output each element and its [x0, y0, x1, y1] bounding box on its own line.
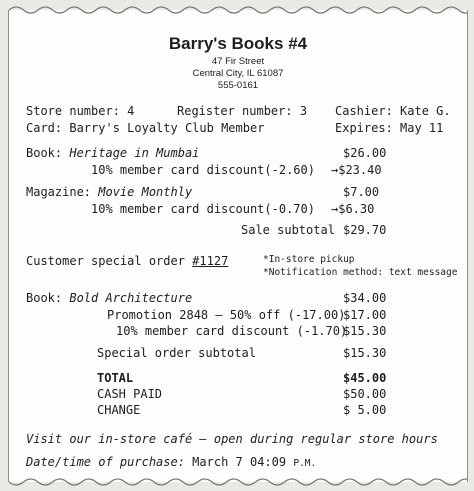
cash-paid-value: $50.00 — [343, 387, 387, 401]
item-discounted-price: →$23.40 — [331, 163, 382, 177]
total-value: $45.00 — [343, 371, 387, 385]
item-title: Heritage in Mumbai — [69, 146, 200, 160]
change-value: $ 5.00 — [343, 403, 387, 417]
special-order-subtotal-value: $15.30 — [343, 346, 387, 360]
cash-paid-label: CASH PAID — [97, 387, 163, 401]
purchase-datetime — [26, 455, 316, 470]
store-number: Store number: 4 — [26, 104, 135, 118]
item-price: $26.00 — [343, 146, 387, 160]
store-name: Barry's Books #4 — [168, 34, 308, 53]
cashier: Cashier: Kate G. — [335, 104, 451, 118]
special-order-price: $34.00 — [343, 291, 387, 305]
change-label: CHANGE — [97, 403, 141, 417]
receipt — [8, 10, 468, 482]
receipt-top-edge — [9, 4, 467, 16]
item-type: Book: — [26, 291, 70, 305]
item-discount: 10% member card discount(-2.60) — [91, 163, 315, 177]
item-title: Movie Monthly — [98, 185, 193, 199]
notification-note: *Notification method: text message — [263, 267, 458, 278]
register-number: Register number: 3 — [177, 104, 308, 118]
receipt-bottom-edge — [9, 476, 467, 488]
line-item-label — [26, 146, 199, 160]
promotion-value: $17.00 — [343, 308, 387, 322]
item-discounted-price: →$6.30 — [331, 202, 375, 216]
item-price: $7.00 — [343, 185, 380, 199]
special-order-number: #1127 — [192, 254, 229, 268]
item-title: Bold Architecture — [69, 291, 193, 305]
cafe-promo: Visit our in-store café — open during regular store hours — [26, 432, 438, 446]
item-discount: 10% member card discount(-0.70) — [91, 202, 315, 216]
pickup-note: *In-store pickup — [263, 254, 355, 265]
special-order-subtotal-label: Special order subtotal — [97, 346, 256, 360]
card-expiry: Expires: May 11 — [335, 121, 444, 135]
line-item-label — [26, 185, 192, 199]
special-order-discount-value: $15.30 — [343, 324, 387, 338]
item-type: Book: — [26, 146, 70, 160]
total-label: TOTAL — [97, 371, 134, 385]
store-address-line2: Central City, IL 61087 — [192, 68, 284, 79]
loyalty-card: Card: Barry's Loyalty Club Member — [26, 121, 265, 135]
item-type: Magazine: — [26, 185, 99, 199]
sale-subtotal-value: $29.70 — [343, 223, 387, 237]
special-order-heading — [26, 254, 228, 268]
datetime-label: Date/time of purchase: — [26, 455, 193, 469]
datetime-ampm: P.M. — [293, 458, 317, 469]
store-address-line1: 47 Fir Street — [211, 56, 265, 67]
sale-subtotal-label: Sale subtotal — [241, 223, 335, 237]
store-phone: 555-0161 — [217, 80, 259, 91]
special-order-label: Customer special order — [26, 254, 193, 268]
promotion-line: Promotion 2848 — 50% off (-17.00) — [107, 308, 346, 322]
special-order-item — [26, 291, 192, 305]
special-order-discount: 10% member card discount (-1.70) — [116, 324, 348, 338]
datetime-value: March 7 04:09 — [192, 455, 294, 469]
